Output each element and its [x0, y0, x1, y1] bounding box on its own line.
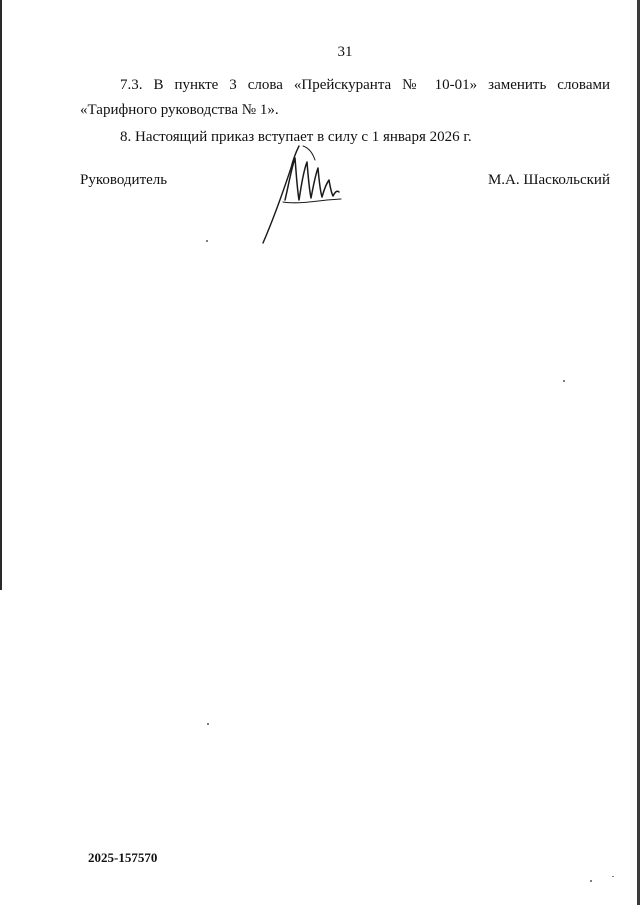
page-number: 31: [337, 44, 353, 60]
scan-edge-left: [0, 0, 2, 590]
scan-speck: [590, 880, 592, 882]
scan-speck: [207, 723, 209, 725]
document-registration-number: 2025-157570: [88, 850, 158, 865]
paragraph-8: 8. Настоящий приказ вступает в силу с 1 января 2026 г.: [120, 129, 472, 145]
paragraph-7-3-line-2: «Тарифного руководства № 1».: [80, 102, 279, 118]
scan-speck: [206, 240, 208, 242]
handwritten-signature: [255, 140, 355, 250]
paragraph-7-3-line-1: 7.3. В пункте 3 слова «Прейскуранта № 10-01» заменить словами: [120, 77, 610, 93]
scan-speck: [563, 380, 565, 382]
scan-speck: [612, 876, 614, 877]
signer-name: М.А. Шаскольский: [487, 172, 610, 188]
signer-role: Руководитель: [80, 172, 168, 188]
